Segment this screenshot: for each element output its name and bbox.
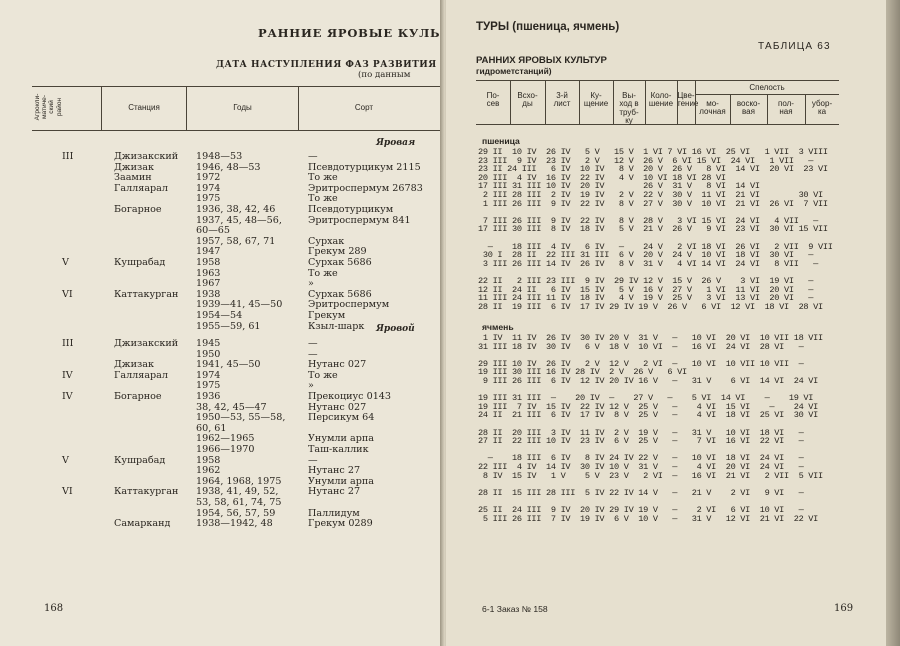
station-cell: Джизакский bbox=[114, 151, 179, 162]
variety-cell: Прекоциус 0143 bbox=[308, 391, 392, 402]
table-row: 27 II 22 III 10 IV 23 IV 6 V 25 V — 7 VI 16 VI 22 VI — bbox=[478, 436, 804, 447]
table-row: 1 III 26 III 9 IV 22 IV 8 V 27 V 30 V 10 VI 21 VI 26 VI 7 VII bbox=[478, 198, 828, 209]
table-row: — 18 III 6 IV 8 IV 24 IV 22 V — 10 VI 18 VI 24 VI — bbox=[478, 453, 804, 464]
years-cell: 1950 bbox=[196, 348, 221, 360]
table-row: 20 III 4 IV 16 IV 22 IV 4 V 10 VI 18 VI 28 VI bbox=[478, 172, 726, 183]
years-cell: 1966—1970 bbox=[196, 444, 255, 455]
variety-cell: Эритроспермум bbox=[308, 299, 390, 311]
table-row: 29 II 10 IV 26 IV 5 V 15 V 1 VI 7 VI 16 VI 25 VI 1 VII 3 VIII bbox=[478, 147, 828, 157]
header-cell: Цве- тение bbox=[677, 91, 699, 109]
left-page-title: РАННИЕ ЯРОВЫЕ КУЛЬ bbox=[258, 26, 441, 40]
table-row: 17 III 31 III 10 IV 20 IV 26 V 31 V 8 VI 14 VI bbox=[478, 181, 760, 192]
years-cell: 1974 bbox=[196, 182, 221, 194]
years-cell: 1938, 41, 49, 52, bbox=[196, 486, 279, 498]
years-cell: 1974 bbox=[196, 369, 221, 381]
years-cell: 1967 bbox=[196, 278, 221, 290]
table-row: 1 IV 11 IV 26 IV 30 IV 20 V 31 V — 10 VI 20 VI 10 VII 18 VII bbox=[478, 333, 823, 343]
years-cell: 1946, 48—53 bbox=[196, 161, 261, 173]
years-cell: 1975 bbox=[196, 380, 221, 392]
years-cell: 1962—1965 bbox=[196, 433, 255, 445]
table-row: 23 III 9 IV 23 IV 2 V 12 V 26 V 6 VI 15 VI 24 VI 1 VII — bbox=[478, 155, 814, 166]
table-row: 19 III 31 III — 20 IV — 27 V — 5 VI 14 VI — 19 VI bbox=[478, 393, 814, 404]
variety-cell: Сурхак 5686 bbox=[308, 288, 372, 300]
table-row: 31 III 18 IV 30 IV 6 V 18 V 10 VI — 16 VI 24 VI 28 VI — bbox=[478, 341, 804, 352]
header-maturity: Спелость bbox=[749, 83, 785, 92]
station-cell: Джизак bbox=[114, 161, 154, 173]
header-cell: пол- ная bbox=[778, 99, 794, 117]
table-row: 28 II 15 III 28 III 5 IV 22 IV 14 V — 21 V 2 VI 9 VI — bbox=[478, 487, 804, 498]
page-footer: 6-1 Заказ № 158 bbox=[482, 604, 548, 614]
years-cell: 1972 bbox=[196, 172, 221, 184]
variety-cell: — bbox=[308, 454, 318, 466]
variety-cell: Унумли арпа bbox=[308, 475, 374, 487]
variety-cell: То же bbox=[308, 193, 338, 205]
variety-cell: Паллидум bbox=[308, 507, 360, 519]
right-page-subtitle: РАННИХ ЯРОВЫХ КУЛЬТУР bbox=[476, 55, 607, 66]
table-row: 23 II 24 III 6 IV 10 IV 8 V 20 V 26 V 8 VI 14 VI 20 VI 23 VI bbox=[478, 164, 828, 175]
left-page bbox=[0, 0, 444, 646]
table-header-rule bbox=[476, 124, 839, 125]
years-cell: 1950—53, 55—58, bbox=[196, 412, 286, 424]
variety-cell: » bbox=[308, 380, 314, 392]
years-cell: 1938 bbox=[196, 288, 221, 300]
table-row: 22 II 2 III 23 III 9 IV 29 IV 12 V 15 V 26 V 3 VI 19 VI — bbox=[478, 276, 814, 286]
years-cell: 53, 58, 61, 74, 75 bbox=[196, 497, 282, 508]
variety-cell: — bbox=[308, 348, 318, 360]
variety-cell: Нутанс 027 bbox=[308, 401, 367, 413]
years-cell: 1954, 56, 57, 59 bbox=[196, 507, 276, 519]
table-row: 19 III 7 IV 15 IV 22 IV 12 V 25 V — 4 VI 15 VI — 24 VI bbox=[478, 401, 818, 412]
table-row: 17 III 30 III 8 IV 18 IV 5 V 21 V 26 V 9 VI 23 VI 30 VI 15 VII bbox=[478, 224, 828, 235]
left-page-subtitle-note: (по данным bbox=[358, 70, 411, 80]
table-row: 2 III 28 III 2 IV 19 IV 2 V 22 V 30 V 11 VI 21 VI 30 VI bbox=[478, 190, 823, 200]
station-cell: Каттакурган bbox=[114, 486, 179, 498]
years-cell: 1947 bbox=[196, 246, 221, 258]
column-divider bbox=[645, 80, 646, 124]
right-page-subtitle2: гидрометстанций) bbox=[476, 66, 552, 76]
variety-cell: Сурхак 5686 bbox=[308, 257, 372, 268]
years-cell: 1958 bbox=[196, 454, 221, 466]
station-cell: Богарное bbox=[114, 204, 162, 215]
book-edge bbox=[886, 0, 900, 646]
station-cell: Кушрабад bbox=[114, 454, 166, 466]
district-cell: VI bbox=[62, 486, 73, 498]
years-cell: 1958 bbox=[196, 257, 221, 268]
section-label: пшеница bbox=[482, 136, 520, 146]
variety-cell: » bbox=[308, 278, 314, 290]
column-divider bbox=[805, 94, 806, 124]
years-cell: 1963 bbox=[196, 267, 221, 279]
column-divider bbox=[677, 80, 678, 124]
variety-cell: То же bbox=[308, 369, 338, 381]
station-cell: Галляарал bbox=[114, 182, 168, 194]
column-divider bbox=[510, 80, 511, 124]
variety-cell: — bbox=[308, 338, 318, 349]
page-number: 168 bbox=[44, 603, 64, 614]
variety-cell: Псевдотурцикум bbox=[308, 204, 394, 215]
header-station: Станция bbox=[128, 103, 160, 112]
header-cell: Ку- щение bbox=[583, 91, 609, 109]
district-cell: VI bbox=[62, 288, 73, 300]
column-divider bbox=[730, 94, 731, 124]
table-row: 19 III 30 III 16 IV 28 IV 2 V 26 V 6 VI bbox=[478, 367, 687, 378]
station-cell: Самарканд bbox=[114, 518, 171, 530]
table-row: 7 III 26 III 9 IV 22 IV 8 V 28 V 3 VI 15 VI 24 VI 4 VII — bbox=[478, 215, 818, 226]
left-page-subtitle: ДАТА НАСТУПЛЕНИЯ ФАЗ РАЗВИТИЯ bbox=[216, 60, 437, 70]
table-row: 12 II 24 II 6 IV 15 IV 5 V 16 V 27 V 1 VI 11 VI 20 VI — bbox=[478, 284, 814, 295]
section-label: Яровая bbox=[376, 138, 416, 148]
table-row: 25 II 24 III 9 IV 20 IV 29 IV 19 V — 2 VI 6 VI 10 VI — bbox=[478, 505, 804, 515]
variety-cell: Унумли арпа bbox=[308, 433, 374, 445]
years-cell: 1939—41, 45—50 bbox=[196, 299, 283, 311]
table-row: 28 II 19 III 6 IV 17 IV 29 IV 19 V 26 V 6 VI 12 VI 18 VI 28 VI bbox=[478, 301, 823, 312]
years-cell: 1941, 45—50 bbox=[196, 359, 261, 371]
table-row: 9 III 26 III 6 IV 12 IV 20 IV 16 V — 31 V 6 VI 14 VI 24 VI bbox=[478, 376, 818, 386]
table-row: 3 III 26 III 14 IV 26 IV 8 V 31 V 4 VI 14 VI 24 VI 8 VII — bbox=[478, 258, 818, 269]
years-cell: 1962 bbox=[196, 465, 221, 477]
column-divider bbox=[579, 80, 580, 124]
table-row: — 18 III 4 IV 6 IV — 24 V 2 VI 18 VI 26 VI 2 VII 9 VII bbox=[478, 241, 833, 252]
table-row: 30 I 28 II 22 III 31 III 6 V 20 V 24 V 10 VI 18 VI 30 VI — bbox=[478, 250, 814, 261]
years-cell: 38, 42, 45—47 bbox=[196, 401, 267, 413]
variety-cell: Таш-каллик bbox=[308, 444, 369, 455]
variety-cell: — bbox=[308, 151, 318, 162]
table-row: 11 III 24 III 11 IV 18 IV 4 V 19 V 25 V 3 VI 13 VI 20 VI — bbox=[478, 293, 814, 304]
column-divider bbox=[545, 80, 546, 124]
district-cell: V bbox=[62, 257, 69, 268]
header-cell: мо- лочная bbox=[699, 99, 726, 117]
header-cell: убор- ка bbox=[811, 99, 833, 117]
header-cell: Всхо- ды bbox=[517, 91, 538, 109]
table-top-rule bbox=[32, 86, 444, 87]
table-row: 22 III 4 IV 14 IV 30 IV 10 V 31 V — 4 VI 20 VI 24 VI — bbox=[478, 462, 804, 472]
district-cell: III bbox=[62, 151, 74, 162]
station-cell: Джизак bbox=[114, 359, 154, 371]
page-number: 169 bbox=[834, 603, 854, 614]
station-cell: Богарное bbox=[114, 391, 162, 402]
variety-cell: Эритроспермум 26783 bbox=[308, 182, 423, 194]
variety-cell: Нутанс 027 bbox=[308, 359, 367, 371]
station-cell: Джизакский bbox=[114, 338, 179, 349]
section-label: ячмень bbox=[482, 322, 514, 332]
right-page-title: ТУРЫ (пшеница, ячмень) bbox=[476, 21, 620, 33]
years-cell: 1957, 58, 67, 71 bbox=[196, 235, 276, 247]
years-cell: 60, 61 bbox=[196, 422, 227, 434]
variety-cell: Грекум 0289 bbox=[308, 518, 373, 530]
header-variety: Сорт bbox=[354, 103, 374, 112]
years-cell: 1975 bbox=[196, 193, 221, 205]
table-row: 29 III 10 IV 26 IV 2 V 12 V 2 VI — 10 VI 10 VII 10 VII — bbox=[478, 358, 804, 369]
column-divider bbox=[613, 80, 614, 124]
header-district: Агрокли- матиче- ский район bbox=[34, 93, 63, 121]
variety-cell: Кзыл-шарк bbox=[308, 320, 365, 332]
variety-cell: Псевдотурцикум 2115 bbox=[308, 161, 421, 173]
district-cell: IV bbox=[62, 369, 73, 381]
header-cell: Коло- шение bbox=[648, 91, 674, 109]
table-row: 5 III 26 III 7 IV 19 IV 6 V 10 V — 31 V 12 VI 21 VI 22 VI bbox=[478, 513, 818, 524]
column-divider bbox=[767, 94, 768, 124]
header-cell: 3-й лист bbox=[553, 91, 571, 109]
header-cell: Вы- ход в труб- ку bbox=[619, 91, 639, 126]
table-row: 28 II 20 III 3 IV 11 IV 2 V 19 V — 31 V 10 VI 18 VI — bbox=[478, 427, 804, 438]
table-header-rule bbox=[32, 130, 444, 131]
station-cell: Кушрабад bbox=[114, 257, 166, 268]
district-cell: IV bbox=[62, 391, 73, 402]
table-top-rule bbox=[476, 80, 839, 81]
years-cell: 1954—54 bbox=[196, 310, 243, 321]
right-page bbox=[446, 0, 886, 646]
station-cell: Каттакурган bbox=[114, 288, 179, 300]
district-cell: V bbox=[62, 454, 69, 466]
table-row: 8 IV 15 IV 1 V 5 V 23 V 2 VI — 16 VI 21 VI 2 VII 5 VII bbox=[478, 470, 823, 481]
variety-cell: То же bbox=[308, 172, 338, 184]
station-cell: Галляарал bbox=[114, 369, 168, 381]
header-years: Годы bbox=[233, 103, 252, 112]
variety-cell: Грекум bbox=[308, 310, 346, 321]
header-cell: воско- вая bbox=[736, 99, 761, 117]
variety-cell: Персикум 64 bbox=[308, 412, 375, 424]
years-cell: 1936, 38, 42, 46 bbox=[196, 204, 276, 215]
section-label: Яровой bbox=[376, 324, 415, 334]
table-number: ТАБЛИЦА 63 bbox=[758, 41, 831, 52]
header-cell: По- сев bbox=[486, 91, 500, 109]
years-cell: 1955—59, 61 bbox=[196, 320, 261, 332]
variety-cell: Грекум 289 bbox=[308, 246, 367, 258]
years-cell: 1964, 1968, 1975 bbox=[196, 475, 282, 487]
years-cell: 1938—1942, 48 bbox=[196, 518, 273, 530]
variety-cell: Нутанс 27 bbox=[308, 486, 361, 498]
years-cell: 1936 bbox=[196, 391, 221, 402]
years-cell: 1945 bbox=[196, 338, 221, 349]
years-cell: 1948—53 bbox=[196, 151, 243, 162]
variety-cell: Эритроспермум 841 bbox=[308, 214, 411, 226]
table-row: 24 II 21 III 6 IV 17 IV 8 V 25 V — 4 VI 18 VI 25 VI 30 VI bbox=[478, 410, 818, 421]
district-cell: III bbox=[62, 338, 74, 349]
variety-cell: Сурхак bbox=[308, 235, 345, 247]
years-cell: 1937, 45, 48—56, bbox=[196, 214, 282, 226]
station-cell: Заамин bbox=[114, 172, 152, 184]
years-cell: 60—65 bbox=[196, 225, 231, 237]
variety-cell: Нутанс 27 bbox=[308, 465, 361, 477]
variety-cell: То же bbox=[308, 267, 338, 279]
